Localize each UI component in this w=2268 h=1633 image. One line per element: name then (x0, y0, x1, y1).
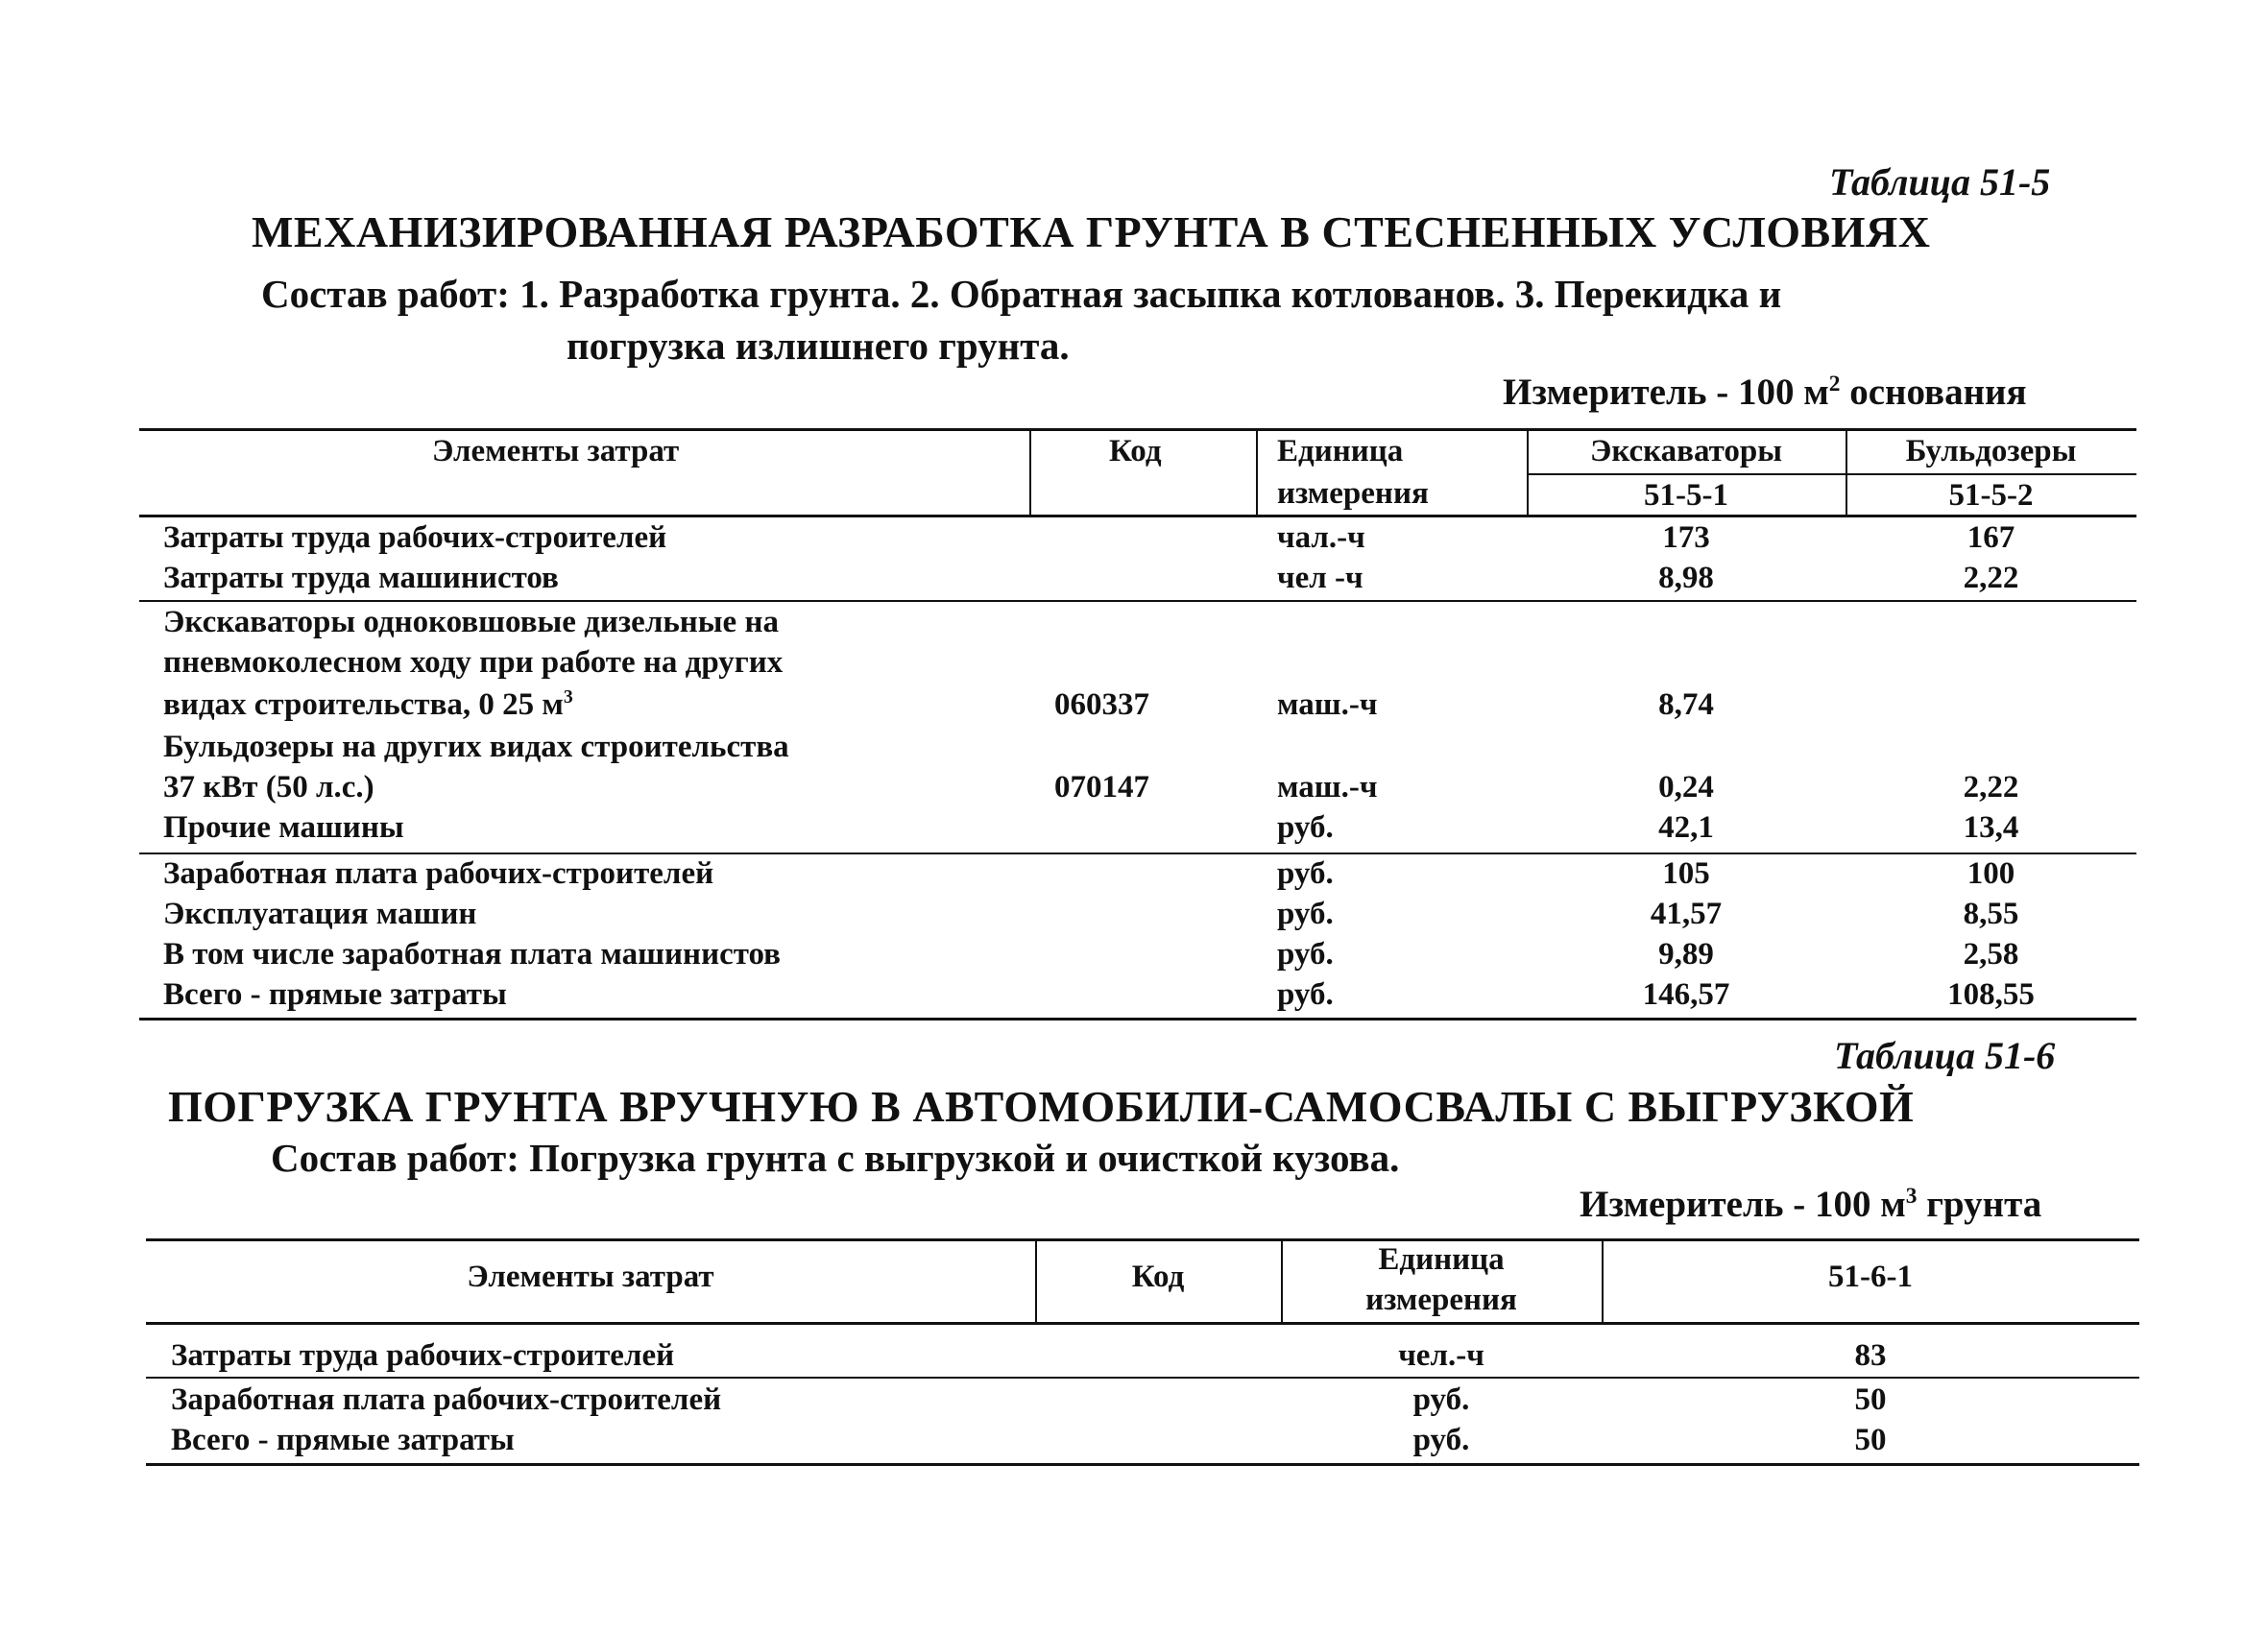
row-unit: маш.-ч (1277, 770, 1378, 804)
table-caption: Таблица 51-6 (1834, 1034, 2056, 1077)
table-bottom-rule (139, 1018, 2136, 1021)
row-name: Бульдозеры на других видах строительства (163, 730, 789, 764)
header-bottom-rule (146, 1322, 2139, 1325)
row-name: Всего - прямые затраты (163, 977, 507, 1012)
header-bulldozers: Бульдозеры (1905, 434, 2077, 468)
table-bottom-rule (146, 1463, 2139, 1466)
row-value-1: 50 (1854, 1423, 1887, 1457)
row-name: Заработная плата рабочих-строителей (163, 856, 714, 891)
row-unit: чел -ч (1277, 561, 1363, 595)
header-sub-rule (1527, 473, 2136, 475)
row-unit: чал.-ч (1277, 520, 1365, 555)
row-unit: чел.-ч (1398, 1338, 1484, 1373)
row-value-1: 41,57 (1650, 897, 1723, 931)
row-rule (146, 1377, 2139, 1379)
row-value-1: 8,74 (1658, 687, 1714, 722)
row-rule (139, 853, 2136, 854)
header-code: Код (1131, 1260, 1185, 1294)
col-divider (1029, 428, 1031, 516)
row-unit: руб. (1277, 977, 1334, 1012)
row-code: 070147 (1054, 770, 1149, 804)
row-value-2: 100 (1966, 856, 2015, 891)
row-value-2: 13,4 (1963, 810, 2019, 845)
row-name-cont: пневмоколесном ходу при работе на других (163, 645, 784, 680)
row-name-cont: видах строительства, 0 25 $м^3$ (163, 686, 573, 722)
table-title: МЕХАНИЗИРОВАННАЯ РАЗРАБОТКА ГРУНТА В СТЕСНЕННЫХ УСЛОВИЯХ (252, 207, 1931, 256)
row-unit: руб. (1412, 1423, 1470, 1457)
row-value-2: 2,22 (1963, 561, 2019, 595)
work-composition: Состав работ: 1. Разработка грунта. 2. Обратная засыпка котлованов. 3. Перекидка и (261, 272, 1782, 316)
row-name: Затраты труда рабочих-строителей (163, 520, 667, 555)
row-value-1: 105 (1662, 856, 1710, 891)
header-col-51-6-1: 51-6-1 (1828, 1260, 1913, 1294)
header-unit: Единица (1378, 1242, 1505, 1277)
row-name: Прочие машины (163, 810, 404, 845)
row-value-1: 42,1 (1658, 810, 1714, 845)
measure-unit: Измеритель - 100 $м^2$ основания (1503, 372, 2027, 413)
row-unit: маш.-ч (1277, 687, 1378, 722)
row-name: В том числе заработная плата машинистов (163, 937, 782, 972)
col-divider (1256, 428, 1258, 516)
work-composition: Состав работ: Погрузка грунта с выгрузкой и очисткой кузова. (271, 1136, 1400, 1180)
row-value-1: 83 (1854, 1338, 1887, 1373)
row-unit: руб. (1277, 856, 1334, 891)
work-composition-cont: погрузка излишнего грунта. (567, 324, 1070, 368)
row-value-2: 108,55 (1947, 977, 2035, 1012)
table-caption: Таблица 51-5 (1829, 160, 2051, 204)
row-value-2: 167 (1966, 520, 2015, 555)
row-value-1: 50 (1854, 1382, 1887, 1417)
row-name: Эксплуатация машин (163, 897, 477, 931)
row-value-2: 2,58 (1963, 937, 2019, 972)
row-rule (139, 600, 2136, 602)
measure-unit: Измеритель - 100 $м^3$ грунта (1580, 1184, 2042, 1225)
row-unit: руб. (1412, 1382, 1470, 1417)
header-unit-cont: измерения (1365, 1283, 1517, 1317)
row-name: Затраты труда рабочих-строителей (171, 1338, 675, 1373)
row-value-1: 146,57 (1642, 977, 1730, 1012)
row-name: Заработная плата рабочих-строителей (171, 1382, 722, 1417)
row-value-1: 173 (1662, 520, 1710, 555)
row-value-2: 2,22 (1963, 770, 2019, 804)
header-excavators: Экскаваторы (1589, 434, 1783, 468)
header-elements: Элементы затрат (467, 1260, 714, 1294)
row-unit: руб. (1277, 810, 1334, 845)
table-top-rule (139, 428, 2136, 431)
row-name: Экскаваторы одноковшовые дизельные на (163, 605, 779, 639)
header-col-51-5-2: 51-5-2 (1948, 478, 2034, 513)
header-col-51-5-1: 51-5-1 (1644, 478, 1728, 513)
row-value-1: 9,89 (1658, 937, 1714, 972)
row-code: 060337 (1054, 687, 1149, 722)
table-top-rule (146, 1238, 2139, 1241)
row-name: Всего - прямые затраты (171, 1423, 515, 1457)
header-unit-cont: измерения (1277, 476, 1429, 511)
row-unit: руб. (1277, 897, 1334, 931)
row-value-2: 8,55 (1963, 897, 2019, 931)
row-name-cont: 37 кВт (50 л.с.) (163, 770, 374, 804)
row-name: Затраты труда машинистов (163, 561, 559, 595)
header-unit: Единица (1277, 434, 1404, 468)
row-value-1: 8,98 (1658, 561, 1714, 595)
row-value-1: 0,24 (1658, 770, 1714, 804)
table-title: ПОГРУЗКА ГРУНТА ВРУЧНУЮ В АВТОМОБИЛИ-САМОСВАЛЫ С ВЫГРУЗКОЙ (168, 1082, 1915, 1131)
header-elements: Элементы затрат (432, 434, 680, 468)
row-unit: руб. (1277, 937, 1334, 972)
header-code: Код (1109, 434, 1162, 468)
header-bottom-rule (139, 515, 2136, 517)
